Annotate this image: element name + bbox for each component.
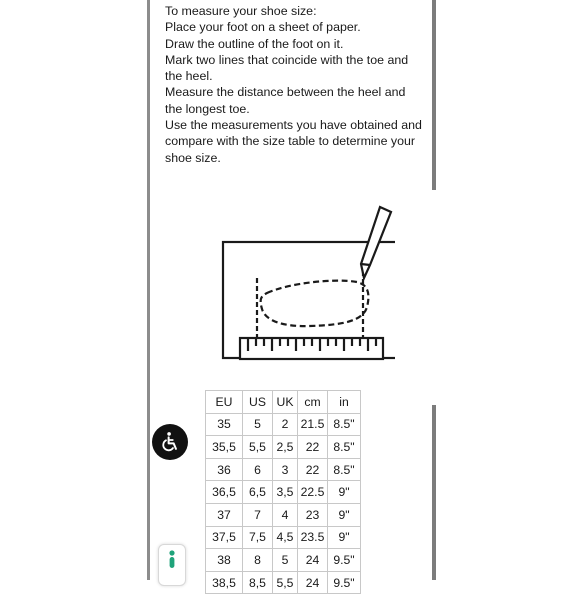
instruction-line: Use the measurements you have obtained and compare with the size table to determine your shoe size. [165,118,422,165]
column-header-cm: cm [298,391,328,414]
table-cell: 8.5" [328,413,361,436]
column-header-us: US [243,391,273,414]
instruction-line: Measure the distance between the heel and the longest toe. [165,85,406,116]
wheelchair-icon [159,431,181,453]
scrollbar-thumb-bottom[interactable] [432,405,436,580]
column-header-uk: UK [273,391,298,414]
table-cell: 35 [206,413,243,436]
table-cell: 4 [273,503,298,526]
page-edge-left [147,0,150,580]
instruction-line: Mark two lines that coincide with the toe and the heel. [165,52,409,84]
table-cell: 36,5 [206,481,243,504]
table-cell: 9.5" [328,549,361,572]
instruction-line: Place your foot on a sheet of paper. [165,20,361,35]
table-cell: 7,5 [243,526,273,549]
table-cell: 4,5 [273,526,298,549]
table-cell: 7 [243,503,273,526]
instruction-line: To measure your shoe size: [165,4,317,18]
table-cell: 5,5 [273,571,298,594]
table-cell: 5 [243,413,273,436]
table-cell: 5 [273,549,298,572]
table-cell: 37 [206,503,243,526]
table-cell: 23 [298,503,328,526]
table-cell: 24 [298,549,328,572]
table-cell: 38,5 [206,571,243,594]
table-cell: 8 [243,549,273,572]
table-cell: 9" [328,503,361,526]
table-cell: 8,5 [243,571,273,594]
accessibility-button[interactable] [152,424,188,460]
table-cell: 6 [243,458,273,481]
person-icon [159,545,185,575]
table-cell: 9" [328,481,361,504]
foot-measure-illustration [215,205,395,370]
table-cell: 36 [206,458,243,481]
table-cell: 35,5 [206,436,243,459]
table-cell: 2 [273,413,298,436]
table-cell: 5,5 [243,436,273,459]
column-header-eu: EU [206,391,243,414]
table-cell: 22 [298,436,328,459]
table-cell: 9" [328,526,361,549]
table-header-row [206,391,361,414]
table-cell: 37,5 [206,526,243,549]
table-row [206,458,361,481]
table-row [206,413,361,436]
table-row [206,503,361,526]
column-header-in: in [328,391,361,414]
table-cell: 3 [273,458,298,481]
table-cell: 2,5 [273,436,298,459]
scrollbar-thumb-top[interactable] [432,0,436,190]
table-row [206,481,361,504]
table-cell: 23.5 [298,526,328,549]
size-table [205,390,361,594]
table-cell: 3,5 [273,481,298,504]
table-row [206,436,361,459]
table-cell: 38 [206,549,243,572]
table-cell: 21.5 [298,413,328,436]
table-cell: 6,5 [243,481,273,504]
table-row [206,549,361,572]
measure-instructions [165,3,425,166]
table-cell: 24 [298,571,328,594]
table-cell: 22 [298,458,328,481]
table-cell: 8.5" [328,458,361,481]
table-cell: 22.5 [298,481,328,504]
table-row [206,526,361,549]
table-cell: 9.5" [328,571,361,594]
instruction-line: Draw the outline of the foot on it. [165,36,344,51]
table-row [206,571,361,594]
table-cell: 8.5" [328,436,361,459]
